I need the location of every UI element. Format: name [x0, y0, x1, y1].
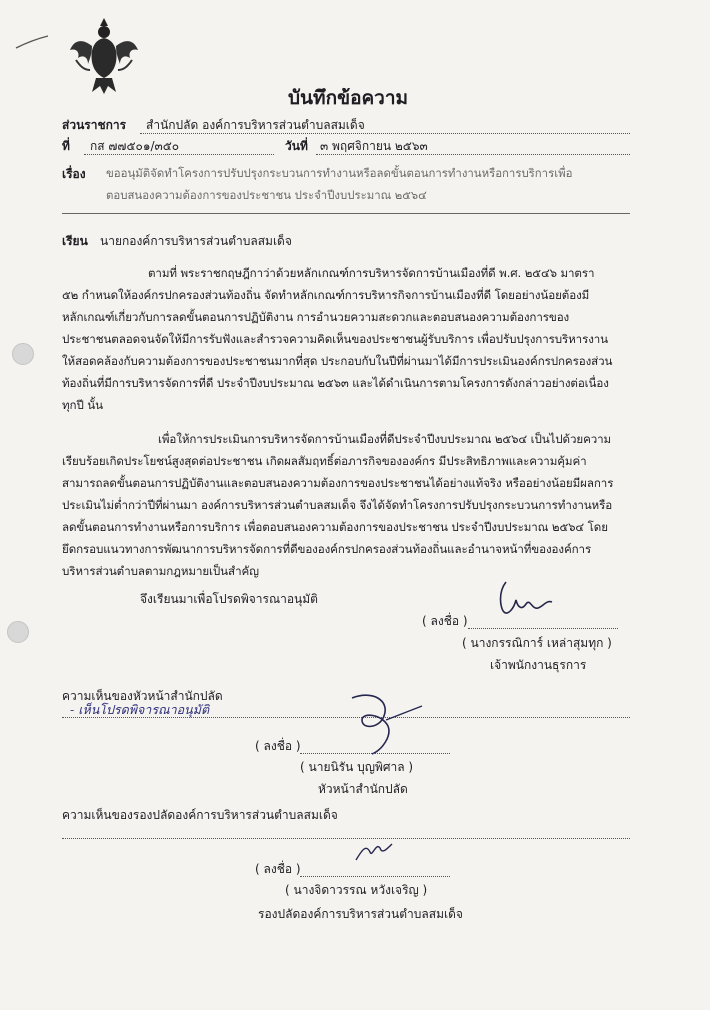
closing-text: จึงเรียนมาเพื่อโปรดพิจารณาอนุมัติ [140, 592, 318, 606]
opinion1-label: ความเห็นของหัวหน้าสำนักปลัด [62, 689, 223, 703]
ref-value: กส ๗๗๕๐๑/๓๕๐ [90, 139, 180, 153]
signer1-name: ( นางกรรณิการ์ เหล่าสุมทุก ) [462, 636, 612, 650]
ref-label: ที่ [62, 139, 70, 153]
sign-label-1: ( ลงชื่อ ) [422, 614, 468, 628]
sign-label-3: ( ลงชื่อ ) [255, 862, 301, 876]
para2-line-5: ลดขั้นตอนการทำงานหรือการบริการ เพื่อตอบสนองความต้องการของประชาชน ประจำปีงบประมาณ ๒๕๖๔ โดย [62, 520, 608, 534]
page-title: บันทึกข้อความ [288, 87, 409, 109]
signature-1 [492, 578, 558, 622]
punch-hole-bottom [7, 621, 29, 643]
to-label: เรียน [62, 234, 88, 248]
para2-line-1: เพื่อให้การประเมินการบริหารจัดการบ้านเมืองที่ดีประจำปีงบประมาณ ๒๕๖๔ เป็นไปด้วยความ [158, 432, 612, 446]
signature-3 [352, 834, 398, 868]
signer1-position: เจ้าพนักงานธุรการ [490, 658, 587, 672]
para1-line-4: ประชาชนตลอดจนจัดให้มีการรับฟังและสำรวจความคิดเห็นของประชาชนผู้รับบริการ เพื่อปรับปรุงการบริหารงาน [62, 332, 608, 346]
para1-line-6: ท้องถิ่นที่มีการบริหารจัดการที่ดี ประจำปีงบประมาณ ๒๕๖๓ และได้ดำเนินการตามโครงการดังกล่าวอย่างต่อเนื่อง [62, 376, 609, 390]
opinion2-label: ความเห็นของรองปลัดองค์การบริหารส่วนตำบลสมเด็จ [62, 808, 338, 822]
subject-label: เรื่อง [62, 167, 86, 181]
para1-line-1: ตามที่ พระราชกฤษฎีกาว่าด้วยหลักเกณฑ์การบริหารจัดการบ้านเมืองที่ดี พ.ศ. ๒๕๔๖ มาตรา [148, 266, 595, 280]
date-label: วันที่ [285, 139, 308, 153]
signer2-position: หัวหน้าสำนักปลัด [318, 782, 408, 796]
ref-dotted-line [84, 154, 274, 155]
garuda-emblem [66, 14, 142, 98]
subject-line-2: ตอบสนองความต้องการของประชาชน ประจำปีงบประมาณ ๒๕๖๔ [106, 188, 427, 202]
signer3-position: รองปลัดองค์การบริหารส่วนตำบลสมเด็จ [258, 907, 463, 921]
para1-line-5: ให้สอดคล้องกับความต้องการของประชาชนมากที่สุด ประกอบกับในปีที่ผ่านมาได้มีการประเมินองค์กรปกครองส่วน [62, 354, 613, 368]
para2-line-7: บริหารส่วนตำบลตามกฎหมายเป็นสำคัญ [62, 564, 259, 578]
pen-mark [14, 34, 50, 50]
agency-dotted-line [140, 133, 630, 134]
opinion1-handwritten: - เห็นโปรดพิจารณาอนุมัติ [70, 702, 210, 717]
sign-line-3 [300, 876, 450, 877]
para2-line-2: เรียบร้อยเกิดประโยชน์สูงสุดต่อประชาชน เกิดผลสัมฤทธิ์ต่อภารกิจขององค์กร มีประสิทธิภาพและความคุ้มค่า [62, 454, 587, 468]
para1-line-7: ทุกปี นั้น [62, 398, 103, 412]
sign-label-2: ( ลงชื่อ ) [255, 739, 301, 753]
opinion2-line-1 [62, 838, 630, 839]
signature-2 [332, 686, 432, 762]
para2-line-6: ยึดกรอบแนวทางการพัฒนาการบริหารจัดการที่ดีขององค์กรปกครองส่วนท้องถิ่นและอำนาจหน้าที่ขององค์การ [62, 542, 592, 556]
subject-line-1: ขออนุมัติจัดทำโครงการปรับปรุงกระบวนการทำงานหรือลดขั้นตอนการทำงานหรือการบริการเพื่อ [106, 166, 573, 180]
punch-hole-top [12, 343, 34, 365]
signer2-name: ( นายนิรัน บุญพิศาล ) [300, 760, 414, 774]
para2-line-3: สามารถลดขั้นตอนการปฏิบัติงานและตอบสนองความต้องการของประชาชนได้อย่างแท้จริง หรืออย่างน้อยมีผลการ [62, 476, 614, 490]
date-value: ๓ พฤศจิกายน ๒๕๖๓ [320, 139, 428, 153]
agency-label: ส่วนราชการ [62, 118, 127, 132]
to-value: นายกองค์การบริหารส่วนตำบลสมเด็จ [100, 234, 292, 248]
signer3-name: ( นางจิดาวรรณ หวังเจริญ ) [285, 883, 428, 897]
para2-line-4: ประเมินไม่ต่ำกว่าปีที่ผ่านมา องค์การบริหารส่วนตำบลสมเด็จ จึงได้จัดทำโครงการปรับปรุงกระบวนการทำงานหรือ [62, 498, 613, 512]
sign-line-2 [300, 753, 450, 754]
header-separator [62, 213, 630, 214]
sign-line-1 [468, 628, 618, 629]
para1-line-2: ๕๒ กำหนดให้องค์กรปกครองส่วนท้องถิ่น จัดทำหลักเกณฑ์การบริหารกิจการบ้านเมืองที่ดี โดยอย่างน้อยต้องมี [62, 288, 590, 302]
agency-value: สำนักปลัด องค์การบริหารส่วนตำบลสมเด็จ [146, 118, 365, 132]
para1-line-3: หลักเกณฑ์เกี่ยวกับการลดขั้นตอนการปฏิบัติงาน การอำนวยความสะดวกและตอบสนองความต้องการของ [62, 310, 570, 324]
date-dotted-line [316, 154, 630, 155]
